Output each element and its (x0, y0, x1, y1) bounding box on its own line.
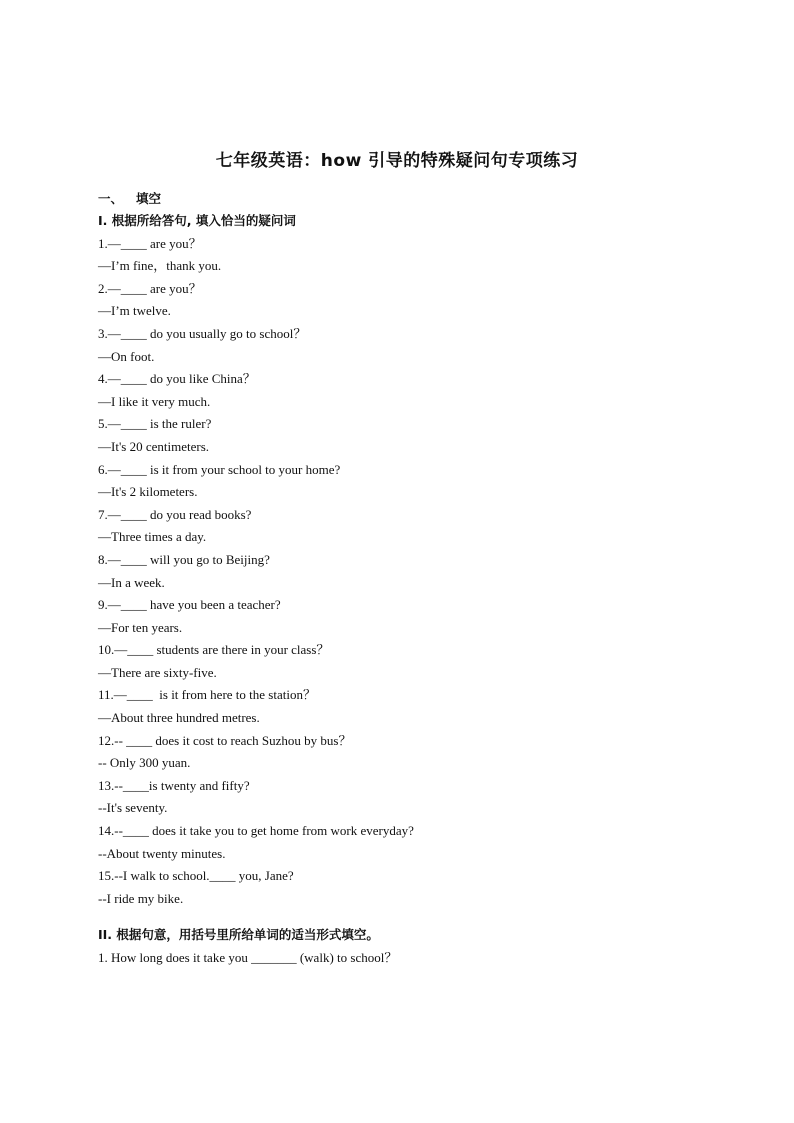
section-spacer (98, 910, 718, 924)
exercise-line: 7.—____ do you read books? (98, 506, 252, 522)
document-title: 七年级英语：how 引导的特殊疑问句专项练习 (215, 151, 579, 171)
answer-line: —On foot. (98, 348, 155, 364)
answer-line: --I ride my bike. (98, 890, 184, 906)
document-body (98, 188, 718, 970)
answer-line: —It's 20 centimeters. (98, 438, 210, 454)
answer-line: —I’m fine，thank you. (98, 258, 222, 274)
answer-line: —In a week. (98, 574, 165, 590)
answer-line: —About three hundred metres. (98, 710, 260, 726)
answer-line: —Three times a day. (98, 529, 207, 545)
exercise-line: 6.—____ is it from your school to your home? (98, 461, 341, 477)
answer-line: --About twenty minutes. (98, 845, 226, 861)
exercise-line: 4.—____ do you like China？ (98, 371, 256, 387)
exercise-line: 13.--____is twenty and fifty? (98, 777, 250, 793)
answer-line: —For ten years. (98, 619, 183, 635)
answer-line: —It's 2 kilometers. (98, 484, 198, 500)
exercise-line: 9.—____ have you been a teacher? (98, 597, 281, 613)
exercise-line: 5.—____ is the ruler? (98, 416, 212, 432)
answer-line: -- Only 300 yuan. (98, 755, 191, 771)
exercise-line: 1.—____ are you？ (98, 235, 202, 251)
exercise-line: 15.--I walk to school.____ you, Jane? (98, 868, 294, 884)
exercise-line: 8.—____ will you go to Beijing? (98, 551, 270, 567)
section-heading: 一、 填空 (98, 191, 162, 206)
exercise-line: 10.—____ students are there in your class？ (98, 642, 330, 658)
part1-heading: I. 根据所给答句, 填入恰当的疑问词 (98, 213, 296, 228)
exercise-line: 2.—____ are you？ (98, 280, 202, 296)
exercise-line: 14.--____ does it take you to get home from work everyday? (98, 823, 414, 839)
answer-line: --It's seventy. (98, 800, 168, 816)
exercise-line: 3.—____ do you usually go to school？ (98, 325, 307, 341)
answer-line: —I like it very much. (98, 393, 211, 409)
part2-heading: II. 根据句意，用括号里所给单词的适当形式填空。 (98, 927, 379, 943)
exercise-line: 1. How long does it take you _______ (walk) to school？ (98, 950, 398, 965)
answer-line: —I’m twelve. (98, 303, 171, 319)
answer-line: —There are sixty-five. (98, 664, 217, 680)
exercise-line: 12.-- ____ does it cost to reach Suzhou by bus？ (98, 732, 352, 748)
exercise-line: 11.—____ is it from here to the station？ (98, 687, 316, 703)
